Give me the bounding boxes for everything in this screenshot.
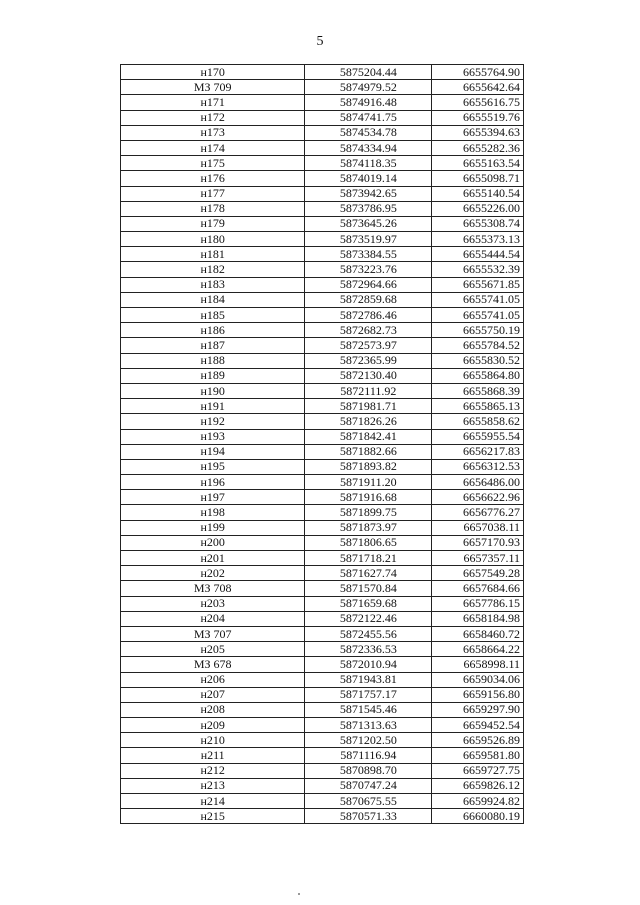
y-coordinate-cell: 6655671.85 (432, 277, 524, 292)
x-coordinate-cell: 5871911.20 (305, 475, 432, 490)
x-coordinate-cell: 5873786.95 (305, 201, 432, 216)
table-row (121, 95, 524, 110)
point-id-cell: н179 (121, 216, 305, 231)
y-coordinate-cell: 6659727.75 (432, 763, 524, 778)
table-row (121, 535, 524, 550)
point-id-cell: н206 (121, 672, 305, 687)
x-coordinate-cell: 5871916.68 (305, 490, 432, 505)
y-coordinate-cell: 6655750.19 (432, 323, 524, 338)
x-coordinate-cell: 5872122.46 (305, 611, 432, 626)
table-row (121, 338, 524, 353)
y-coordinate-cell: 6657170.93 (432, 535, 524, 550)
table-row (121, 794, 524, 809)
point-id-cell: н214 (121, 794, 305, 809)
point-id-cell: н186 (121, 323, 305, 338)
x-coordinate-cell: 5871981.71 (305, 399, 432, 414)
point-id-cell: н189 (121, 368, 305, 383)
y-coordinate-cell: 6656486.00 (432, 475, 524, 490)
point-id-cell: н197 (121, 490, 305, 505)
point-id-cell: н190 (121, 383, 305, 398)
x-coordinate-cell: 5873223.76 (305, 262, 432, 277)
y-coordinate-cell: 6658184.98 (432, 611, 524, 626)
x-coordinate-cell: 5871718.21 (305, 551, 432, 566)
point-id-cell: н209 (121, 718, 305, 733)
table-row (121, 277, 524, 292)
x-coordinate-cell: 5872365.99 (305, 353, 432, 368)
point-id-cell: МЗ 678 (121, 657, 305, 672)
point-id-cell: н199 (121, 520, 305, 535)
x-coordinate-cell: 5871882.66 (305, 444, 432, 459)
table-row (121, 657, 524, 672)
table-row (121, 232, 524, 247)
point-id-cell: н215 (121, 809, 305, 824)
y-coordinate-cell: 6656776.27 (432, 505, 524, 520)
x-coordinate-cell: 5871116.94 (305, 748, 432, 763)
point-id-cell: н194 (121, 444, 305, 459)
table-row (121, 444, 524, 459)
point-id-cell: н176 (121, 171, 305, 186)
point-id-cell: н183 (121, 277, 305, 292)
x-coordinate-cell: 5874534.78 (305, 125, 432, 140)
point-id-cell: н200 (121, 535, 305, 550)
table-row (121, 520, 524, 535)
table-row (121, 718, 524, 733)
x-coordinate-cell: 5871826.26 (305, 414, 432, 429)
point-id-cell: н173 (121, 125, 305, 140)
x-coordinate-cell: 5873942.65 (305, 186, 432, 201)
x-coordinate-cell: 5874916.48 (305, 95, 432, 110)
y-coordinate-cell: 6659452.54 (432, 718, 524, 733)
page-number: 5 (316, 34, 324, 49)
table-row (121, 171, 524, 186)
table-row (121, 702, 524, 717)
point-id-cell: н205 (121, 642, 305, 657)
point-id-cell: н210 (121, 733, 305, 748)
point-id-cell: н193 (121, 429, 305, 444)
x-coordinate-cell: 5872111.92 (305, 383, 432, 398)
table-row (121, 80, 524, 95)
table-row (121, 414, 524, 429)
table-row (121, 459, 524, 474)
point-id-cell: н203 (121, 596, 305, 611)
y-coordinate-cell: 6655955.54 (432, 429, 524, 444)
point-id-cell: н181 (121, 247, 305, 262)
y-coordinate-cell: 6655865.13 (432, 399, 524, 414)
x-coordinate-cell: 5872336.53 (305, 642, 432, 657)
point-id-cell: н208 (121, 702, 305, 717)
x-coordinate-cell: 5871659.68 (305, 596, 432, 611)
point-id-cell: н174 (121, 140, 305, 155)
x-coordinate-cell: 5874118.35 (305, 156, 432, 171)
x-coordinate-cell: 5874741.75 (305, 110, 432, 125)
point-id-cell: н185 (121, 308, 305, 323)
table-row (121, 110, 524, 125)
y-coordinate-cell: 6659581.80 (432, 748, 524, 763)
x-coordinate-cell: 5872964.66 (305, 277, 432, 292)
y-coordinate-cell: 6655444.54 (432, 247, 524, 262)
point-id-cell: н184 (121, 292, 305, 307)
table-row (121, 216, 524, 231)
x-coordinate-cell: 5872010.94 (305, 657, 432, 672)
point-id-cell: н195 (121, 459, 305, 474)
table-row (121, 733, 524, 748)
table-row (121, 429, 524, 444)
x-coordinate-cell: 5871202.50 (305, 733, 432, 748)
point-id-cell: МЗ 708 (121, 581, 305, 596)
y-coordinate-cell: 6657357.11 (432, 551, 524, 566)
point-id-cell: н212 (121, 763, 305, 778)
y-coordinate-cell: 6655642.64 (432, 80, 524, 95)
x-coordinate-cell: 5874979.52 (305, 80, 432, 95)
y-coordinate-cell: 6655532.39 (432, 262, 524, 277)
table-row (121, 186, 524, 201)
x-coordinate-cell: 5871757.17 (305, 687, 432, 702)
y-coordinate-cell: 6658998.11 (432, 657, 524, 672)
y-coordinate-cell: 6655741.05 (432, 292, 524, 307)
table-row (121, 672, 524, 687)
point-id-cell: н178 (121, 201, 305, 216)
point-id-cell: н191 (121, 399, 305, 414)
y-coordinate-cell: 6656622.96 (432, 490, 524, 505)
y-coordinate-cell: 6657684.66 (432, 581, 524, 596)
table-row (121, 611, 524, 626)
table-row (121, 399, 524, 414)
table-row (121, 262, 524, 277)
y-coordinate-cell: 6659156.80 (432, 687, 524, 702)
table-row (121, 490, 524, 505)
y-coordinate-cell: 6655616.75 (432, 95, 524, 110)
point-id-cell: н177 (121, 186, 305, 201)
x-coordinate-cell: 5872859.68 (305, 292, 432, 307)
table-row (121, 581, 524, 596)
table-row (121, 626, 524, 641)
x-coordinate-cell: 5873519.97 (305, 232, 432, 247)
y-coordinate-cell: 6655163.54 (432, 156, 524, 171)
point-id-cell: н170 (121, 65, 305, 80)
y-coordinate-cell: 6655098.71 (432, 171, 524, 186)
y-coordinate-cell: 6659297.90 (432, 702, 524, 717)
y-coordinate-cell: 6657038.11 (432, 520, 524, 535)
table-row (121, 566, 524, 581)
point-id-cell: н175 (121, 156, 305, 171)
y-coordinate-cell: 6658460.72 (432, 626, 524, 641)
table-row (121, 596, 524, 611)
x-coordinate-cell: 5872130.40 (305, 368, 432, 383)
point-id-cell: н211 (121, 748, 305, 763)
table-row (121, 809, 524, 824)
x-coordinate-cell: 5871570.84 (305, 581, 432, 596)
table-row (121, 323, 524, 338)
y-coordinate-cell: 6655140.54 (432, 186, 524, 201)
point-id-cell: н172 (121, 110, 305, 125)
point-id-cell: н171 (121, 95, 305, 110)
y-coordinate-cell: 6655858.62 (432, 414, 524, 429)
y-coordinate-cell: 6657549.28 (432, 566, 524, 581)
y-coordinate-cell: 6659826.12 (432, 778, 524, 793)
y-coordinate-cell: 6658664.22 (432, 642, 524, 657)
y-coordinate-cell: 6659924.82 (432, 794, 524, 809)
table-row (121, 505, 524, 520)
point-id-cell: н180 (121, 232, 305, 247)
point-id-cell: н202 (121, 566, 305, 581)
y-coordinate-cell: 6655868.39 (432, 383, 524, 398)
point-id-cell: н198 (121, 505, 305, 520)
x-coordinate-cell: 5871806.65 (305, 535, 432, 550)
y-coordinate-cell: 6655864.80 (432, 368, 524, 383)
x-coordinate-cell: 5874019.14 (305, 171, 432, 186)
table-row (121, 247, 524, 262)
point-id-cell: МЗ 707 (121, 626, 305, 641)
x-coordinate-cell: 5872682.73 (305, 323, 432, 338)
table-row (121, 763, 524, 778)
y-coordinate-cell: 6659526.89 (432, 733, 524, 748)
table-row (121, 308, 524, 323)
y-coordinate-cell: 6656217.83 (432, 444, 524, 459)
y-coordinate-cell: 6655226.00 (432, 201, 524, 216)
y-coordinate-cell: 6655784.52 (432, 338, 524, 353)
x-coordinate-cell: 5870898.70 (305, 763, 432, 778)
y-coordinate-cell: 6655830.52 (432, 353, 524, 368)
x-coordinate-cell: 5871873.97 (305, 520, 432, 535)
point-id-cell: н187 (121, 338, 305, 353)
table-row (121, 748, 524, 763)
x-coordinate-cell: 5871627.74 (305, 566, 432, 581)
table-row (121, 353, 524, 368)
y-coordinate-cell: 6660080.19 (432, 809, 524, 824)
y-coordinate-cell: 6655373.13 (432, 232, 524, 247)
table-row (121, 140, 524, 155)
x-coordinate-cell: 5873384.55 (305, 247, 432, 262)
x-coordinate-cell: 5874334.94 (305, 140, 432, 155)
table-row (121, 383, 524, 398)
x-coordinate-cell: 5871899.75 (305, 505, 432, 520)
point-id-cell: н213 (121, 778, 305, 793)
coordinates-table (120, 64, 524, 824)
x-coordinate-cell: 5871943.81 (305, 672, 432, 687)
y-coordinate-cell: 6655764.90 (432, 65, 524, 80)
x-coordinate-cell: 5870675.55 (305, 794, 432, 809)
point-id-cell: н182 (121, 262, 305, 277)
y-coordinate-cell: 6655308.74 (432, 216, 524, 231)
point-id-cell: н201 (121, 551, 305, 566)
table-row (121, 125, 524, 140)
y-coordinate-cell: 6657786.15 (432, 596, 524, 611)
point-id-cell: н204 (121, 611, 305, 626)
x-coordinate-cell: 5872573.97 (305, 338, 432, 353)
x-coordinate-cell: 5871893.82 (305, 459, 432, 474)
point-id-cell: МЗ 709 (121, 80, 305, 95)
table-row (121, 156, 524, 171)
x-coordinate-cell: 5870747.24 (305, 778, 432, 793)
point-id-cell: н207 (121, 687, 305, 702)
coordinates-table-body (121, 65, 524, 824)
table-row (121, 65, 524, 80)
y-coordinate-cell: 6655394.63 (432, 125, 524, 140)
x-coordinate-cell: 5873645.26 (305, 216, 432, 231)
x-coordinate-cell: 5875204.44 (305, 65, 432, 80)
table-row (121, 778, 524, 793)
y-coordinate-cell: 6655741.05 (432, 308, 524, 323)
table-row (121, 642, 524, 657)
table-row (121, 368, 524, 383)
y-coordinate-cell: 6655519.76 (432, 110, 524, 125)
x-coordinate-cell: 5872455.56 (305, 626, 432, 641)
table-row (121, 292, 524, 307)
scan-speck (298, 893, 300, 895)
point-id-cell: н196 (121, 475, 305, 490)
point-id-cell: н192 (121, 414, 305, 429)
x-coordinate-cell: 5872786.46 (305, 308, 432, 323)
table-row (121, 551, 524, 566)
table-row (121, 475, 524, 490)
x-coordinate-cell: 5871842.41 (305, 429, 432, 444)
x-coordinate-cell: 5870571.33 (305, 809, 432, 824)
table-row (121, 201, 524, 216)
x-coordinate-cell: 5871545.46 (305, 702, 432, 717)
point-id-cell: н188 (121, 353, 305, 368)
y-coordinate-cell: 6659034.06 (432, 672, 524, 687)
table-row (121, 687, 524, 702)
x-coordinate-cell: 5871313.63 (305, 718, 432, 733)
y-coordinate-cell: 6655282.36 (432, 140, 524, 155)
y-coordinate-cell: 6656312.53 (432, 459, 524, 474)
